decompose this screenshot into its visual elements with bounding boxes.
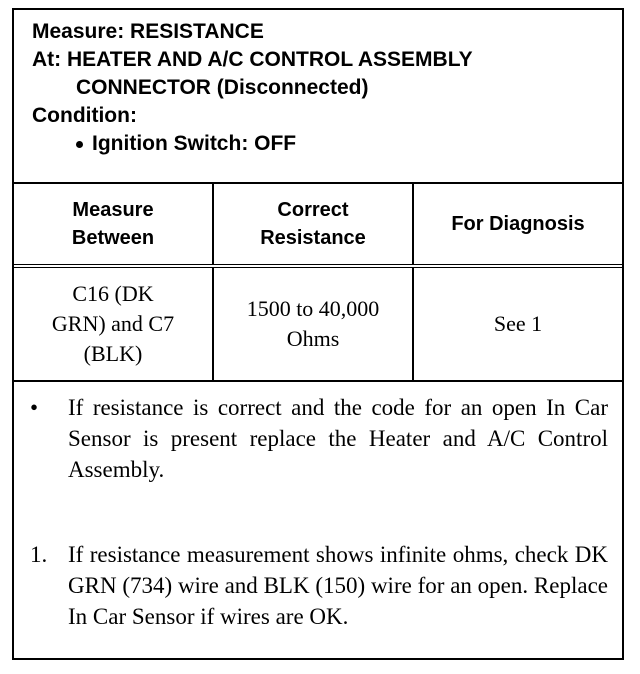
at-line-continued: CONNECTOR (Disconnected) <box>76 76 369 99</box>
column-header-measure-between: Measure Between <box>14 184 214 264</box>
table-row <box>14 268 622 382</box>
note-text: If resistance measurement shows infinite ohms, check DK GRN (734) wire and BLK (150) wire for an open. Replace In Car Sensor if wires are OK. <box>68 542 608 629</box>
column-header-for-diagnosis: For Diagnosis <box>451 213 585 235</box>
measure-between-cell: C16 (DK GRN) and C7 (BLK) <box>14 268 214 380</box>
note-item <box>30 392 608 485</box>
note-marker: 1. <box>30 542 48 567</box>
table-header-row <box>14 184 622 268</box>
diagnostic-table <box>12 8 624 660</box>
note-marker: • <box>30 395 39 420</box>
note-item <box>30 539 608 632</box>
condition-item-text: Ignition Switch: OFF <box>92 132 297 155</box>
notes-section <box>14 382 622 632</box>
column-header-correct-resistance: Correct Resistance <box>214 184 414 264</box>
correct-resistance-cell: 1500 to 40,000 Ohms <box>214 268 414 380</box>
note-text: If resistance is correct and the code for an open In Car Sensor is present replace the Heater and A/C Control Assembly. <box>68 395 608 482</box>
at-line: At: HEATER AND A/C CONTROL ASSEMBLY <box>32 48 473 71</box>
measure-line: Measure: RESISTANCE <box>32 20 264 43</box>
bullet-icon <box>76 141 83 148</box>
condition-item <box>32 130 622 158</box>
condition-label: Condition: <box>32 104 137 127</box>
for-diagnosis-cell: See 1 <box>493 311 543 336</box>
test-header <box>14 10 622 184</box>
